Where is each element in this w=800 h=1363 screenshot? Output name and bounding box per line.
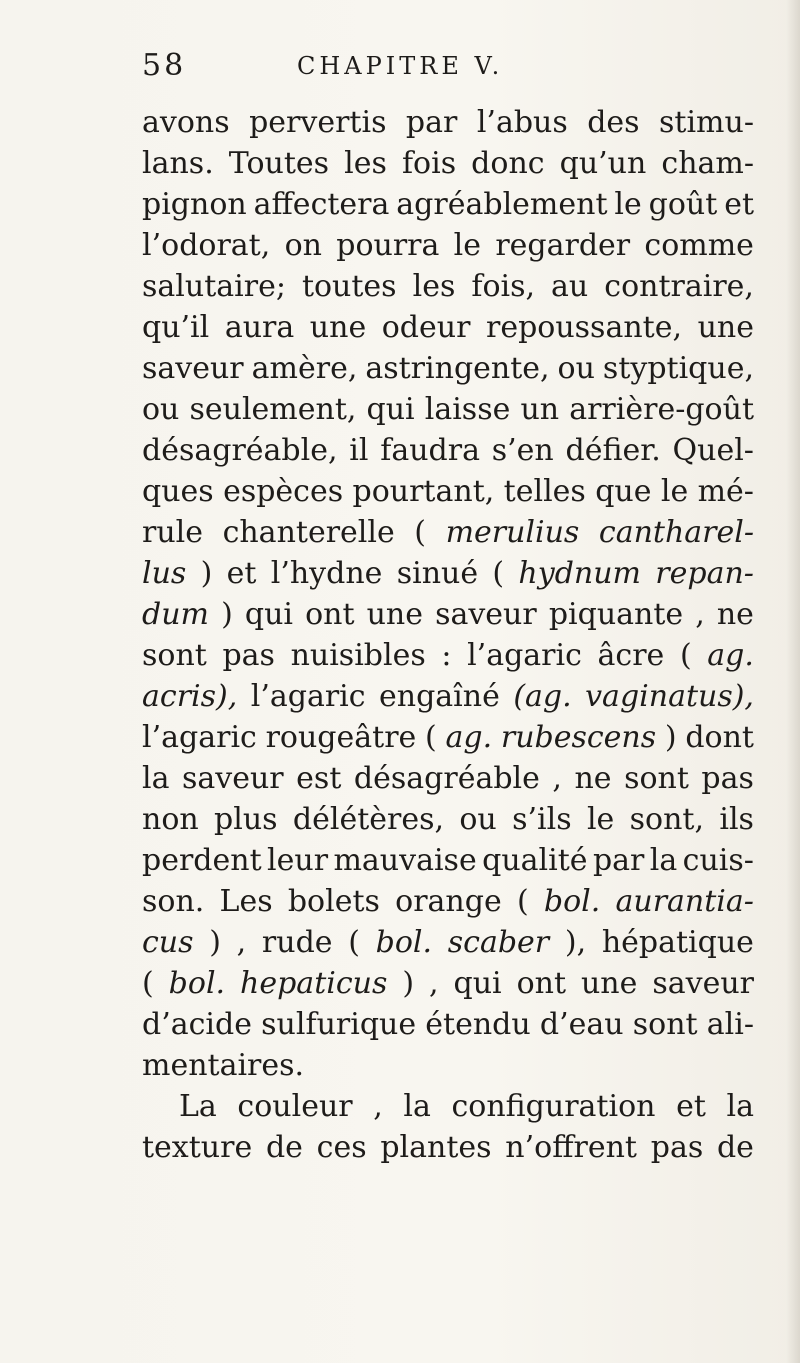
word: le	[586, 802, 615, 837]
text-line	[142, 184, 754, 225]
word: sont,	[629, 802, 705, 837]
word: )	[209, 925, 221, 960]
word: désagréable	[353, 761, 540, 796]
word: une	[580, 966, 638, 1001]
word: salutaire;	[142, 269, 286, 304]
text-line	[142, 922, 754, 963]
word: l’hydne	[270, 556, 383, 591]
word: leur	[267, 843, 329, 878]
word: telles	[503, 474, 586, 509]
word: configuration	[451, 1089, 656, 1124]
word: acris),	[142, 679, 238, 714]
text-line	[142, 840, 754, 881]
word: plantes	[380, 1130, 492, 1165]
word: regarder	[495, 228, 631, 263]
word: ou	[142, 392, 180, 427]
word: délétères,	[292, 802, 445, 837]
text-line	[142, 963, 754, 1004]
word: ali-	[706, 1007, 754, 1042]
word: hépatique	[601, 925, 754, 960]
word: styptique,	[602, 351, 754, 386]
word: seulement,	[189, 392, 357, 427]
word: rule	[142, 515, 204, 550]
word: La	[179, 1089, 217, 1124]
word: sinué	[396, 556, 479, 591]
word: pas	[650, 1130, 704, 1165]
word: repoussante,	[485, 310, 683, 345]
text-line	[142, 1004, 754, 1045]
word: des	[587, 105, 640, 140]
word: et	[226, 556, 257, 591]
word: piquante	[548, 597, 684, 632]
text-line	[142, 389, 754, 430]
word: le	[660, 474, 689, 509]
text-line	[142, 348, 754, 389]
word: ,	[695, 597, 705, 632]
word: plus	[214, 802, 278, 837]
word: mentaires.	[142, 1048, 305, 1083]
page-header	[142, 48, 742, 98]
word: cuis-	[682, 843, 754, 878]
word: par	[592, 843, 645, 878]
word: astringente,	[365, 351, 550, 386]
word: une	[366, 597, 423, 632]
text-line	[142, 758, 754, 799]
word: saveur	[652, 966, 754, 1001]
word: dont	[685, 720, 754, 755]
text-line	[142, 471, 754, 512]
text-line	[142, 307, 754, 348]
text-line	[142, 553, 754, 594]
word: (	[142, 966, 154, 1001]
word: )	[402, 966, 415, 1001]
word: )	[221, 597, 233, 632]
word: bol.	[375, 925, 433, 960]
word: par	[405, 105, 458, 140]
word: saveur	[435, 597, 537, 632]
word: que	[595, 474, 652, 509]
word: ont	[516, 966, 567, 1001]
word: ont	[305, 597, 355, 632]
text-line	[142, 1045, 754, 1086]
word: ou	[557, 351, 595, 386]
word: pervertis	[249, 105, 387, 140]
word: (	[348, 925, 360, 960]
word: qu’il	[142, 310, 210, 345]
word: mé-	[697, 474, 754, 509]
word: sont	[624, 761, 689, 796]
word: (	[414, 515, 427, 550]
word: ag.	[707, 638, 754, 673]
word: espèces	[223, 474, 344, 509]
page-number: 58	[142, 48, 187, 83]
word: une	[697, 310, 754, 345]
word: bolets	[287, 884, 380, 919]
word: qu’un	[559, 146, 647, 181]
word: les	[344, 146, 387, 181]
word: hepaticus	[240, 966, 388, 1001]
word: saveur	[182, 761, 284, 796]
word: (	[679, 638, 692, 673]
word: vaginatus),	[585, 679, 754, 714]
word: le	[614, 187, 642, 222]
word: pignon	[142, 187, 247, 222]
word: faudra	[380, 433, 480, 468]
word: saveur	[142, 351, 244, 386]
word: laisse	[424, 392, 511, 427]
text-line	[142, 717, 754, 758]
word: s’en	[491, 433, 554, 468]
word: qualité	[482, 843, 588, 878]
word: avons	[142, 105, 230, 140]
word: bol.	[543, 884, 601, 919]
word: (ag.	[513, 679, 572, 714]
text-line	[142, 1086, 754, 1127]
word: d’acide	[142, 1007, 252, 1042]
word: comme	[644, 228, 754, 263]
text-line	[142, 635, 754, 676]
word: ,	[236, 925, 247, 960]
word: couleur	[237, 1089, 353, 1124]
body-text	[142, 102, 754, 1168]
word: contraire,	[604, 269, 754, 304]
text-line	[142, 676, 754, 717]
word: aura	[224, 310, 295, 345]
word: donc	[471, 146, 545, 181]
text-line	[142, 430, 754, 471]
word: ces	[316, 1130, 367, 1165]
word: la	[649, 843, 678, 878]
word: sulfurique	[261, 1007, 417, 1042]
text-line	[142, 1127, 754, 1168]
word: on	[284, 228, 322, 263]
word: (	[492, 556, 505, 591]
word: l’abus	[476, 105, 568, 140]
word: non	[142, 802, 199, 837]
word: au	[551, 269, 589, 304]
word: dum	[142, 597, 209, 632]
word: rude	[261, 925, 333, 960]
word: arrière-goût	[569, 392, 754, 427]
word: ,	[429, 966, 439, 1001]
word: repan-	[655, 556, 754, 591]
page-edge-shadow	[786, 0, 800, 1363]
word: merulius	[445, 515, 580, 550]
word: chanterelle	[222, 515, 395, 550]
word: l’agaric	[250, 679, 366, 714]
word: lans.	[142, 146, 214, 181]
word: (	[516, 884, 529, 919]
word: amère,	[251, 351, 358, 386]
word: Quel-	[672, 433, 754, 468]
word: son.	[142, 884, 205, 919]
word: (	[425, 720, 437, 755]
word: affectera	[253, 187, 390, 222]
word: de	[265, 1130, 303, 1165]
word: )	[664, 720, 677, 755]
word: cantharel-	[598, 515, 754, 550]
word: goût	[648, 187, 718, 222]
word: ),	[564, 925, 587, 960]
word: Toutes	[228, 146, 330, 181]
word: l’agaric	[467, 638, 582, 673]
word: ,	[373, 1089, 383, 1124]
text-line	[142, 881, 754, 922]
word: les	[412, 269, 456, 304]
word: ou	[459, 802, 497, 837]
word: un	[520, 392, 560, 427]
word: désagréable,	[142, 433, 338, 468]
word: pourtant,	[352, 474, 495, 509]
word: de	[716, 1130, 754, 1165]
word: )	[200, 556, 213, 591]
word: n’offrent	[505, 1130, 637, 1165]
text-line	[142, 799, 754, 840]
word: qui	[366, 392, 415, 427]
word: ques	[142, 474, 214, 509]
word: mauvaise	[333, 843, 477, 878]
word: sont	[632, 1007, 698, 1042]
text-line	[142, 594, 754, 635]
word: étendu	[425, 1007, 531, 1042]
word: et	[676, 1089, 706, 1124]
word: odeur	[381, 310, 471, 345]
word: est	[296, 761, 342, 796]
word: la	[142, 761, 170, 796]
word: nuisibles	[290, 638, 426, 673]
word: rougeâtre	[265, 720, 417, 755]
word: stimu-	[659, 105, 754, 140]
text-line	[142, 225, 754, 266]
word: :	[441, 638, 452, 673]
word: d’eau	[539, 1007, 624, 1042]
word: perdent	[142, 843, 262, 878]
word: ils	[719, 802, 754, 837]
word: défier.	[565, 433, 661, 468]
word: qui	[244, 597, 293, 632]
word: ne	[716, 597, 754, 632]
word: Les	[219, 884, 273, 919]
text-line	[142, 266, 754, 307]
text-line	[142, 512, 754, 553]
word: cham-	[661, 146, 754, 181]
word: orange	[395, 884, 502, 919]
word: texture	[142, 1130, 253, 1165]
word: ag.	[445, 720, 493, 755]
word: pourra	[336, 228, 440, 263]
word: pas	[701, 761, 754, 796]
word: la	[403, 1089, 431, 1124]
word: une	[309, 310, 367, 345]
word: fois,	[471, 269, 536, 304]
word: lus	[142, 556, 187, 591]
running-title: CHAPITRE V.	[297, 52, 504, 80]
word: l’agaric	[142, 720, 257, 755]
word: s’ils	[512, 802, 572, 837]
word: rubescens	[500, 720, 657, 755]
word: hydnum	[518, 556, 641, 591]
word: et	[724, 187, 754, 222]
word: scaber	[447, 925, 550, 960]
word: bol.	[168, 966, 226, 1001]
word: âcre	[597, 638, 665, 673]
word: le	[453, 228, 482, 263]
word: qui	[453, 966, 502, 1001]
word: engaîné	[379, 679, 500, 714]
word: ,	[552, 761, 562, 796]
word: sont	[142, 638, 207, 673]
word: toutes	[301, 269, 397, 304]
word: aurantia-	[615, 884, 754, 919]
word: l’odorat,	[142, 228, 271, 263]
text-line	[142, 143, 754, 184]
word: ne	[574, 761, 612, 796]
word: pas	[222, 638, 275, 673]
word: la	[726, 1089, 754, 1124]
text-line	[142, 102, 754, 143]
word: cus	[142, 925, 194, 960]
word: il	[349, 433, 369, 468]
word: fois	[401, 146, 457, 181]
word: agréablement	[396, 187, 608, 222]
